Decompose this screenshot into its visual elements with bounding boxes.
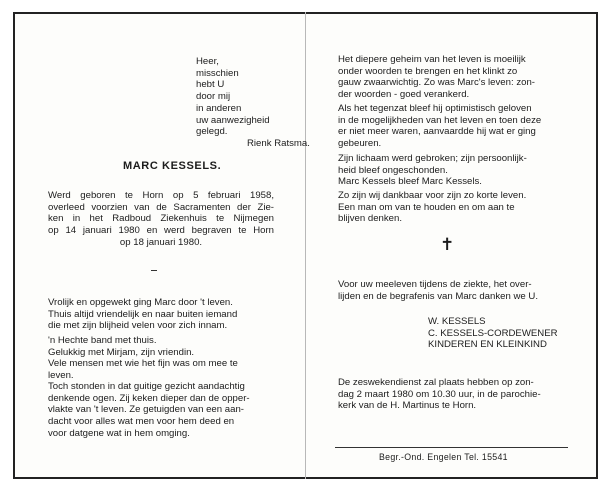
paragraph-secret xyxy=(338,54,566,101)
bio-line: overleed voorzien van de Sacramenten der Zie- xyxy=(48,201,274,213)
text-line: Voor uw meeleven tijdens de ziekte, het over- xyxy=(338,279,532,290)
paragraph-gratitude xyxy=(338,190,566,225)
text-line: lijden en de begrafenis van Marc danken we U. xyxy=(338,290,538,302)
text-line: Thuis altijd vriendelijk en naar buiten iemand xyxy=(48,308,238,320)
poem-line: uw aanwezigheid xyxy=(196,114,270,126)
biography xyxy=(48,190,274,249)
text-line: Zo zijn wij dankbaar voor zijn zo korte leven. xyxy=(338,190,527,201)
poem-line: Heer, xyxy=(196,56,219,67)
text-line: onder woorden te brengen en het klinkt zo xyxy=(338,65,518,77)
family-names xyxy=(428,316,558,351)
text-line: kerk van de H. Martinus te Horn. xyxy=(338,400,477,412)
text-line: Toch stonden in dat guitige gezicht aandachtig xyxy=(48,381,245,392)
paragraph-eyes xyxy=(48,381,274,440)
text-line: leven. xyxy=(48,370,74,382)
funeral-director: Begr.-Ond. Engelen Tel. 15541 xyxy=(379,452,508,462)
bio-line: op 14 januari 1980 en werd begraven te Horn xyxy=(48,225,274,237)
text-line: Het diepere geheim van het leven is moeilijk xyxy=(338,54,526,65)
poem-line: misschien xyxy=(196,67,239,79)
bio-line: Werd geboren te Horn op 5 februari 1958, xyxy=(48,190,274,201)
family-line: KINDEREN EN KLEINKIND xyxy=(428,339,547,351)
poem-line: gelegd. xyxy=(196,126,228,138)
cross-icon: ✝ xyxy=(440,235,455,254)
bio-line: op 18 januari 1980. xyxy=(119,236,203,248)
poem-line: hebt U xyxy=(196,79,225,91)
paragraph-mass xyxy=(338,377,566,412)
text-line: blijven denken. xyxy=(338,213,403,225)
card-fold-line xyxy=(305,12,306,479)
deceased-name: MARC KESSELS. xyxy=(123,160,222,172)
text-line: dag 2 maart 1980 om 10.30 uur, in de parochie- xyxy=(338,388,541,400)
paragraph-optimism xyxy=(338,103,566,150)
paragraph-relations xyxy=(48,335,274,382)
text-line: Gelukkig met Mirjam, zijn vriendin. xyxy=(48,346,195,358)
text-line: gauw zwaarwichtig. Zo was Marc's leven: zon- xyxy=(338,77,535,89)
text-line: heid bleef ongeschonden. xyxy=(338,164,448,176)
bio-line: ken in het Radboud Ziekenhuis te Nijmegen xyxy=(48,213,274,225)
text-line: Vrolijk en opgewekt ging Marc door 't leven. xyxy=(48,297,233,308)
footer-divider xyxy=(335,447,568,448)
family-line: C. KESSELS-CORDEWENER xyxy=(428,327,558,339)
paragraph-body xyxy=(338,153,566,188)
text-line: De zeswekendienst zal plaats hebben op zon- xyxy=(338,377,534,388)
text-line: Marc Kessels bleef Marc Kessels. xyxy=(338,176,482,188)
text-line: denkende ogen. Zij keken dieper dan de opper- xyxy=(48,392,250,404)
poem-author: Rienk Ratsma. xyxy=(247,138,310,149)
text-line: die met zijn blijheid velen voor zich innam. xyxy=(48,320,228,332)
paragraph-life xyxy=(48,297,274,332)
text-line: voor datgene wat in hem omging. xyxy=(48,427,190,439)
poem-line: in anderen xyxy=(196,102,242,114)
text-line: 'n Hechte band met thuis. xyxy=(48,335,157,346)
text-line: Zijn lichaam werd gebroken; zijn persoonlijk- xyxy=(338,153,527,164)
divider xyxy=(151,270,157,271)
text-line: Vele mensen met wie het fijn was om mee te xyxy=(48,358,238,370)
family-line: W. KESSELS xyxy=(428,316,486,327)
text-line: der woorden - goed verankerd. xyxy=(338,89,470,101)
text-line: in de mogelijkheden van het leven en toen deze xyxy=(338,114,542,126)
text-line: vlakte van 't leven. Ze getuigden van een aan- xyxy=(48,404,244,416)
text-line: Een man om van te houden en om aan te xyxy=(338,201,515,213)
text-line: er niet meer waren, aanvaardde hij wat er ging xyxy=(338,126,536,138)
text-line: dacht voor alles wat men voor hem deed en xyxy=(48,416,235,428)
poem-line: door mij xyxy=(196,91,231,103)
text-line: gebeuren. xyxy=(338,138,382,150)
text-line: Als het tegenzat bleef hij optimistisch geloven xyxy=(338,103,532,114)
paragraph-thanks xyxy=(338,279,566,302)
poem xyxy=(196,56,270,138)
